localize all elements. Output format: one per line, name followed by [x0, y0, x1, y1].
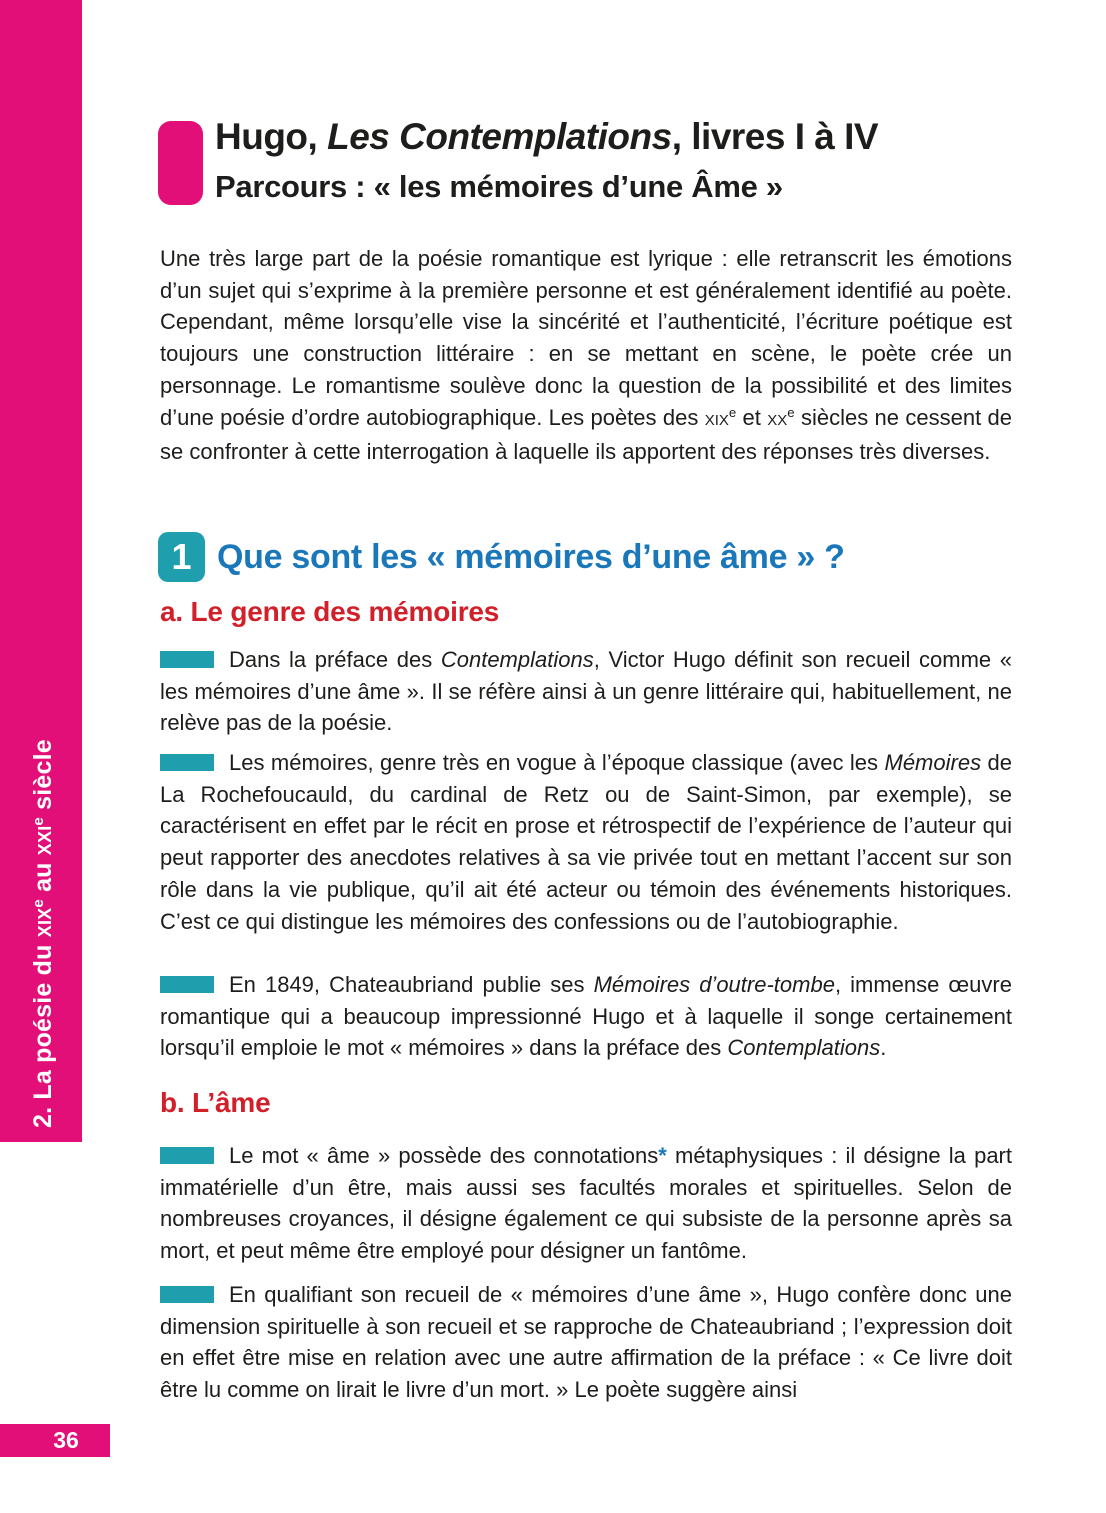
paragraph-marker-icon — [160, 1286, 214, 1303]
body-paragraph — [160, 747, 1012, 937]
title-tab-marker — [158, 121, 203, 205]
paragraph-text: Le mot « âme » possède des connotations* métaphysiques : il désigne la part immatérielle d’un être, mais aussi ses facultés morales et spirituelles. Selon de nombreuses croyances, il désigne également ce qui subsiste de la personne après sa mort, et peut même être employé pour désigner un fantôme. — [160, 1143, 1012, 1264]
page-title: Hugo, Les Contemplations, livres I à IV — [215, 116, 879, 157]
page-number: 36 — [0, 1424, 110, 1457]
intro-paragraph — [160, 243, 1012, 468]
subsection-heading-b: b. L’âme — [160, 1087, 271, 1118]
body-paragraph — [160, 969, 1012, 1064]
paragraph-marker-icon — [160, 754, 214, 771]
paragraph-text: En 1849, Chateaubriand publie ses Mémoires d’outre-tombe, immense œuvre romantique qui a beaucoup impressionné Hugo et à laquelle il songe certainement lorsqu’il emploie le mot « mémoires » dans la préface des Contemplations. — [160, 972, 1012, 1061]
subsection-heading-a: a. Le genre des mémoires — [160, 596, 500, 627]
paragraph-marker-icon — [160, 651, 214, 668]
section-number-badge: 1 — [158, 532, 205, 582]
paragraph-marker-icon — [160, 1147, 214, 1164]
chapter-side-label: 2. La poésie du xix$^e$ au xxi$^e$ siècle — [29, 739, 57, 1128]
paragraph-text: Dans la préface des Contemplations, Victor Hugo définit son recueil comme « les mémoires d’une âme ». Il se réfère ainsi à un genre littéraire qui, habituellement, ne relève pas de la poésie. — [160, 647, 1012, 736]
body-paragraph — [160, 1140, 1012, 1267]
intro-paragraph-text: Une très large part de la poésie romantique est lyrique : elle retranscrit les émotions d’un sujet qui s’exprime à la première personne et est généralement identifié au poète. Cependant, même lorsqu’elle vise la sincérité et l’authenticité, l’écriture poétique est toujours une construction littéraire : en se mettant en scène, le poète crée un personnage. Le romantisme soulève donc la question de la possibilité et des limites d’une poésie d’ordre autobiographique. Les poètes des xix$^e$ et $xx^e$ siècles ne cessent de se confronter à cette interrogation à laquelle ils apportent des réponses très diverses. — [160, 246, 1012, 465]
section-title: Que sont les « mémoires d’une âme » ? — [217, 538, 845, 576]
body-paragraph — [160, 1279, 1012, 1406]
paragraph-text: En qualifiant son recueil de « mémoires d’une âme », Hugo confère donc une dimension spirituelle à son recueil et se rapproche de Chateaubriand ; l’expression doit en effet être mise en relation avec une autre affirmation de la préface : « Ce livre doit être lu comme on lirait le livre d’un mort. » Le poète suggère ainsi — [160, 1282, 1012, 1403]
paragraph-text: Les mémoires, genre très en vogue à l’époque classique (avec les Mémoires de La Rochefoucauld, du cardinal de Retz ou de Saint-Simon, par exemple), se caractérisent en effet par le récit en prose et rétrospectif de l’expérience de l’auteur qui peut rapporter des anecdotes relatives à sa vie privée tout en mettant l’accent sur son rôle dans la vie publique, qu’il ait été acteur ou témoin des événements historiques. C’est ce qui distingue les mémoires des confessions ou de l’autobiographie. — [160, 750, 1012, 934]
body-paragraph — [160, 644, 1012, 739]
paragraph-marker-icon — [160, 976, 214, 993]
page-subtitle: Parcours : « les mémoires d’une Âme » — [215, 169, 783, 204]
chapter-side-band — [0, 0, 82, 1142]
